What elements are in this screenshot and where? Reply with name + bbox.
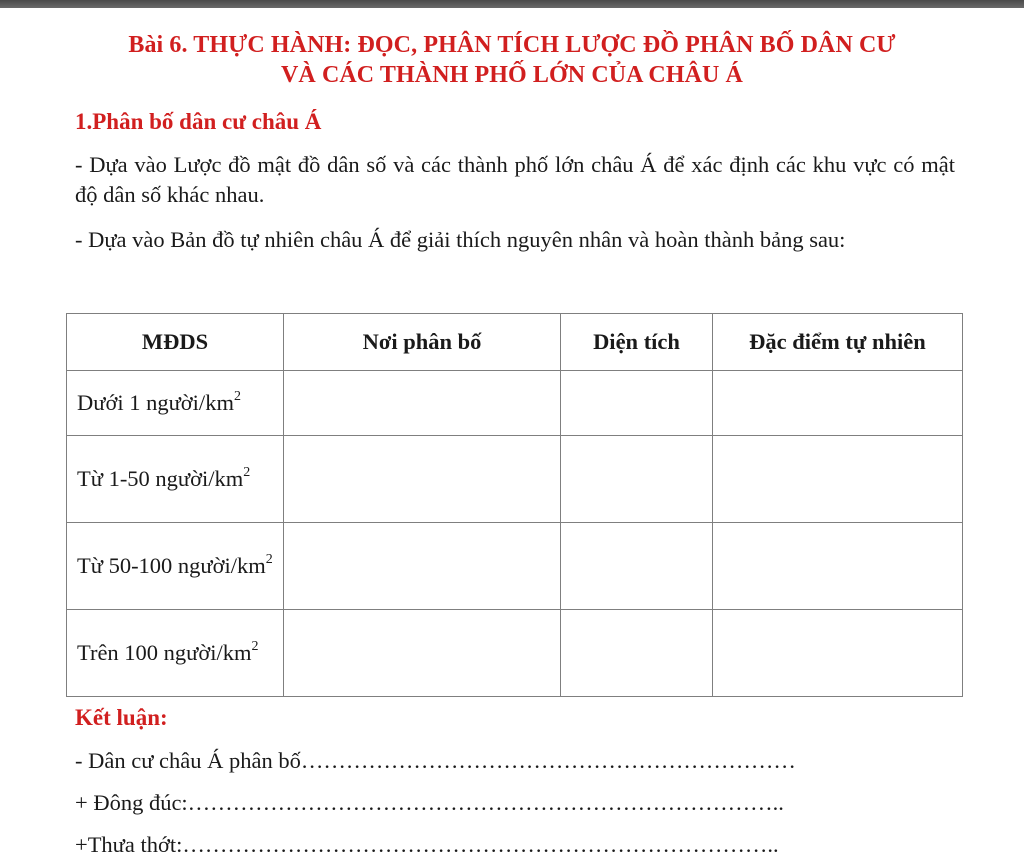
blank-cell[interactable] [713, 610, 963, 697]
density-label-cell [67, 523, 284, 610]
header-dien-tich: Diện tích [561, 314, 713, 371]
blank-cell[interactable] [284, 610, 561, 697]
density-exponent: 2 [233, 388, 241, 404]
title-line-2: VÀ CÁC THÀNH PHỐ LỚN CỦA CHÂU Á [280, 62, 743, 88]
conclusion-heading: Kết luận: [75, 705, 168, 730]
table-row [67, 436, 963, 523]
blank-cell[interactable] [561, 436, 713, 523]
blank-cell[interactable] [284, 371, 561, 436]
window-top-bar [0, 0, 1024, 8]
instruction-paragraph-1: - Dựa vào Lược đồ mật đồ dân số và các thành phố lớn châu Á để xác định các khu vực có mật độ dân số khác nhau. [75, 152, 955, 207]
blank-cell[interactable] [561, 610, 713, 697]
density-exponent: 2 [251, 638, 259, 654]
density-label: Từ 50-100 người/km [77, 553, 266, 578]
title-line-1: Bài 6. THỰC HÀNH: ĐỌC, PHÂN TÍCH LƯỢC ĐỒ PHÂN BỐ DÂN CƯ [128, 32, 896, 58]
table-row [67, 371, 963, 436]
blank-cell[interactable] [713, 436, 963, 523]
density-exponent: 2 [265, 551, 273, 567]
table-row [67, 523, 963, 610]
header-dac-diem-tu-nhien: Đặc điểm tự nhiên [713, 314, 963, 371]
table-header-row [67, 314, 963, 371]
section-heading: 1.Phân bố dân cư châu Á [75, 109, 322, 134]
instruction-paragraph-2: - Dựa vào Bản đồ tự nhiên châu Á để giải thích nguyên nhân và hoàn thành bảng sau: [75, 227, 846, 252]
population-density-table [66, 313, 963, 697]
density-label: Dưới 1 người/km [77, 390, 234, 415]
density-label-cell [67, 610, 284, 697]
page-title [40, 30, 984, 90]
density-label-cell [67, 371, 284, 436]
header-noi-phan-bo: Nơi phân bố [284, 314, 561, 371]
blank-cell[interactable] [713, 371, 963, 436]
density-label: Trên 100 người/km [77, 640, 252, 665]
blank-cell[interactable] [284, 523, 561, 610]
blank-cell[interactable] [561, 371, 713, 436]
conclusion-line-distribution: - Dân cư châu Á phân bố………………………………………………………… [75, 748, 796, 773]
blank-cell[interactable] [713, 523, 963, 610]
conclusion-line-dense: + Đông đúc:…………………………………………………………………….. [75, 790, 784, 815]
blank-cell[interactable] [284, 436, 561, 523]
density-label-cell [67, 436, 284, 523]
density-label: Từ 1-50 người/km [77, 466, 244, 491]
blank-cell[interactable] [561, 523, 713, 610]
header-mdds: MĐDS [67, 314, 284, 371]
table-row [67, 610, 963, 697]
density-exponent: 2 [243, 464, 251, 480]
conclusion-line-sparse: +Thưa thớt:…………………………………………………………………….. [75, 832, 779, 857]
